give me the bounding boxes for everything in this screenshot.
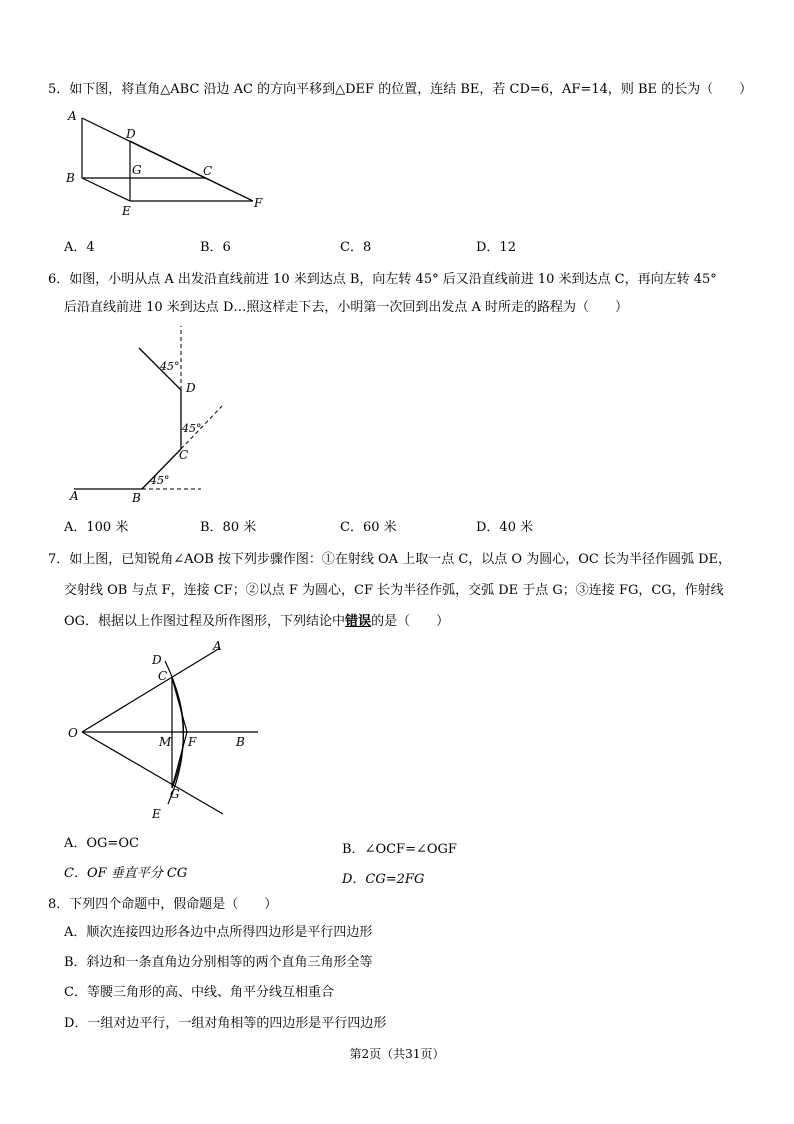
q6-option-d: D．40 米 [476,520,534,535]
q6-angle-2: 45° [182,422,202,435]
q7-option-c: C．OF 垂直平分 CG [64,866,188,881]
q7-label-b: B [236,735,245,749]
q6-label-c: C [179,448,189,462]
q8-stem: 8．下列四个命题中，假命题是（ ） [48,897,278,912]
q7-label-c: C [158,669,168,683]
q8-option-b: B．斜边和一条直角边分别相等的两个直角三角形全等 [64,955,373,970]
q7-label-o: O [68,726,78,740]
q5-label-f: F [254,196,263,210]
q6-stem-line-1: 6．如图，小明从点 A 出发沿直线前进 10 米到达点 B，向左转 45° 后又沿直线前进 10 米到达点 C，再向左转 45° [48,272,717,287]
q5-label-a: A [68,109,77,123]
q6-figure [64,322,234,505]
q6-option-c: C．60 米 [340,520,397,535]
q7-stem-line-3 [64,610,449,629]
q6-stem-line-2: 后沿直线前进 10 米到达点 D…照这样走下去，小明第一次回到出发点 A 时所走的路程为（ ） [64,300,629,315]
q7-stem-tail: 的是（ ） [371,614,450,629]
q7-option-d: D．CG=2FG [342,872,425,887]
q8-option-d: D．一组对边平行，一组对角相等的四边形是平行四边形 [64,1016,387,1031]
q7-label-d: D [152,653,162,667]
q6-label-d: D [186,381,196,395]
q5-figure [60,108,270,220]
q7-label-f: F [188,735,197,749]
q7-option-a: A．OG=OC [64,836,139,851]
q7-label-a: A [213,639,222,653]
q5-label-b: B [66,171,75,185]
q7-stem-line-2: 交射线 OB 与点 F，连接 CF；②以点 F 为圆心，CF 长为半径作弧，交弧 DE 于点 G；③连接 FG，CG，作射线 [64,583,724,598]
q7-figure [60,636,270,826]
q6-option-b: B．80 米 [200,520,257,535]
page-footer: 第2页（共31页） [349,1047,445,1061]
q7-label-e: E [152,807,161,821]
q5-label-g: G [132,163,142,177]
q6-label-a: A [70,489,79,503]
q5-stem: 5．如下图，将直角△ABC 沿边 AC 的方向平移到△DEF 的位置，连结 BE，若 CD=6，AF=14，则 BE 的长为（ ） [48,82,753,97]
q5-label-c: C [203,164,213,178]
q8-option-a: A．顺次连接四边形各边中点所得四边形是平行四边形 [64,925,373,940]
q7-stem-text: OG．根据以上作图过程及所作图形，下列结论中 [64,614,346,629]
q7-option-b: B．∠OCF=∠OGF [342,842,457,857]
q7-label-g: G [170,787,180,801]
q5-label-d: D [126,127,136,141]
q5-option-a: A．4 [64,240,95,255]
q5-label-e: E [122,204,131,218]
q7-stem-line-1: 7．如上图，已知锐角∠AOB 按下列步骤作图：①在射线 OA 上取一点 C，以点 O 为圆心，OC 长为半径作圆弧 DE， [48,552,731,567]
q7-label-m: M [159,735,172,749]
q6-angle-1: 45° [150,474,170,487]
q8-option-c: C．等腰三角形的高、中线、角平分线互相重合 [64,985,334,1000]
q5-option-c: C．8 [340,240,372,255]
q5-option-d: D．12 [476,240,516,255]
q6-label-b: B [132,491,141,505]
q6-option-a: A．100 米 [64,520,129,535]
q7-emphasis-word: 错误 [345,614,372,629]
q5-option-b: B．6 [200,240,231,255]
q6-angle-3: 45° [160,360,180,373]
